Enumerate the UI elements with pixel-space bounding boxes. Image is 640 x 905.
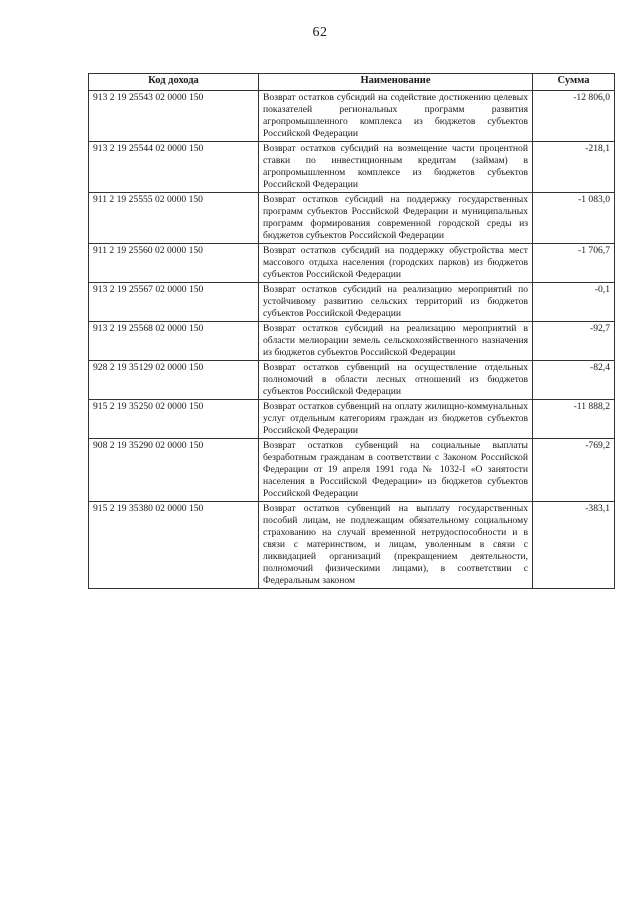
table-row xyxy=(89,502,615,589)
revenue-code: 911 2 19 25555 02 0000 150 xyxy=(89,193,259,244)
revenue-name: Возврат остатков субсидий на поддержку государственных программ субъектов Российской Федерации и муниципальных программ формирования современной городской среды из бюджетов субъектов Российской Федерации xyxy=(259,193,533,244)
table-header-row xyxy=(89,74,615,91)
revenue-amount: -769,2 xyxy=(533,439,615,502)
revenue-code: 928 2 19 35129 02 0000 150 xyxy=(89,361,259,400)
header-code: Код дохода xyxy=(89,74,259,91)
revenue-amount: -218,1 xyxy=(533,142,615,193)
revenue-code: 908 2 19 35290 02 0000 150 xyxy=(89,439,259,502)
table-row xyxy=(89,322,615,361)
revenue-name: Возврат остатков субвенций на оплату жилищно-коммунальных услуг отдельным категориям граждан из бюджетов субъектов Российской Федерации xyxy=(259,400,533,439)
revenue-code: 913 2 19 25567 02 0000 150 xyxy=(89,283,259,322)
revenue-name: Возврат остатков субсидий на реализацию мероприятий по устойчивому развитию сельских территорий из бюджетов субъектов Российской Федерации xyxy=(259,283,533,322)
revenue-name: Возврат остатков субсидий на возмещение части процентной ставки по инвестиционным кредитам (займам) в агропромышленном комплексе из бюджетов субъектов Российской Федерации xyxy=(259,142,533,193)
table-row xyxy=(89,142,615,193)
revenue-amount: -0,1 xyxy=(533,283,615,322)
table-row xyxy=(89,193,615,244)
revenue-code: 911 2 19 25560 02 0000 150 xyxy=(89,244,259,283)
table-row xyxy=(89,400,615,439)
revenue-code: 915 2 19 35250 02 0000 150 xyxy=(89,400,259,439)
table-row xyxy=(89,439,615,502)
revenue-code: 913 2 19 25544 02 0000 150 xyxy=(89,142,259,193)
page-number: 62 xyxy=(312,25,328,40)
revenue-code: 913 2 19 25543 02 0000 150 xyxy=(89,91,259,142)
revenue-amount: -12 806,0 xyxy=(533,91,615,142)
revenue-name: Возврат остатков субсидий на содействие достижению целевых показателей региональных программ развития агропромышленного комплекса из бюджетов субъектов Российской Федерации xyxy=(259,91,533,142)
revenue-table xyxy=(88,73,615,589)
table-row xyxy=(89,91,615,142)
revenue-amount: -92,7 xyxy=(533,322,615,361)
table-row xyxy=(89,244,615,283)
revenue-name: Возврат остатков субвенций на социальные выплаты безработным гражданам в соответствии с Законом Российской Федерации от 19 апреля 1991 года № 1032-I «О занятости населения в Российской Федерации» из бюджетов субъектов Российской Федерации xyxy=(259,439,533,502)
revenue-name: Возврат остатков субсидий на поддержку обустройства мест массового отдыха населения (городских парков) из бюджетов субъектов Российской Федерации xyxy=(259,244,533,283)
header-amount: Сумма xyxy=(533,74,615,91)
table-row xyxy=(89,283,615,322)
revenue-amount: -82,4 xyxy=(533,361,615,400)
revenue-amount: -1 083,0 xyxy=(533,193,615,244)
revenue-name: Возврат остатков субвенций на осуществление отдельных полномочий в области лесных отношений из бюджетов субъектов Российской Федерации xyxy=(259,361,533,400)
revenue-name: Возврат остатков субвенций на выплату государственных пособий лицам, не подлежащим обязательному социальному страхованию на случай временной нетрудоспособности и в связи с материнством, и лицам, уволенным в связи с ликвидацией организаций (прекращением деятельности, полномочий физическими лицами), в соответствии с Федеральным законом xyxy=(259,502,533,589)
revenue-amount: -1 706,7 xyxy=(533,244,615,283)
revenue-amount: -11 888,2 xyxy=(533,400,615,439)
revenue-amount: -383,1 xyxy=(533,502,615,589)
revenue-code: 913 2 19 25568 02 0000 150 xyxy=(89,322,259,361)
header-name: Наименование xyxy=(259,74,533,91)
table-row xyxy=(89,361,615,400)
revenue-code: 915 2 19 35380 02 0000 150 xyxy=(89,502,259,589)
revenue-name: Возврат остатков субсидий на реализацию мероприятий в области мелиорации земель сельскохозяйственного назначения из бюджетов субъектов Российской Федерации xyxy=(259,322,533,361)
